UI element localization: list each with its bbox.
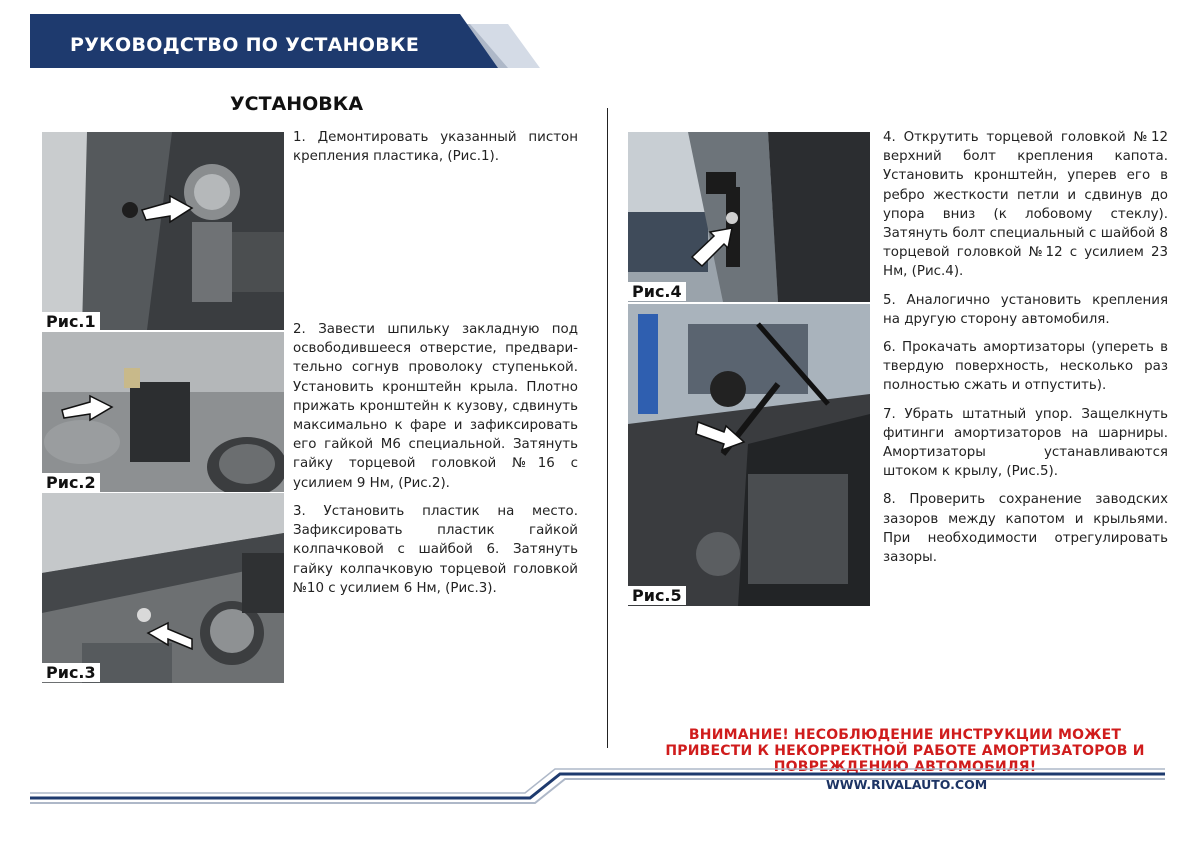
warning-text: ВНИМАНИЕ! НЕСОБЛЮДЕНИЕ ИНСТРУКЦИИ МОЖЕТ ПРИВЕСТИ К НЕКОРРЕКТНОЙ РАБОТЕ АМОРТИЗАТОРОВ И ПОВРЕЖДЕНИЮ АВТОМОБИЛЯ! xyxy=(665,727,1145,775)
step-2-text: 2. Завести шпильку закладную под освободившееся отверстие, предвари-тельно согнув проволоку ступенькой. Установить кронштейн крыла. Плотно прижать кронштейн к кузову, сдвинуть максимально к фаре и зафиксировать его гайкой М6 специальной. Затянуть гайку торцевой головкой №16 с усилием 9 Нм, (Рис.2). xyxy=(293,322,578,491)
step-8-text: 8. Проверить сохранение заводских зазоров между капотом и крыльями. При необходимости отрегулировать зазоры. xyxy=(883,492,1168,566)
step-3-text: 3. Установить пластик на место. Зафиксировать пластик гайкой колпачковой с шайбой 6. Затянуть гайку колпачковую торцевой головкой №10 с усилием 6 Нм, (Рис.3). xyxy=(293,504,578,596)
step-5-text: 5. Аналогично установить крепления на другую сторону автомобиля. xyxy=(883,292,1168,327)
figure-2-label: Рис.2 xyxy=(42,473,100,492)
column-divider xyxy=(607,108,608,748)
figure-5-photo xyxy=(628,304,870,606)
figure-4-label: Рис.4 xyxy=(628,282,686,301)
step-4-text: 4. Открутить торцевой головкой №12 верхний болт крепления капота. Установить кронштейн, уперев его в ребро жесткости петли и сдвинув до упора вниз (к лобовому стеклу). Затянуть болт специальный с шайбой 8 торцевой головкой №12 с усилием 23 Нм, (Рис.4). xyxy=(883,130,1168,280)
figure-5-label: Рис.5 xyxy=(628,586,686,605)
figure-4-photo xyxy=(628,132,870,302)
footer-lines xyxy=(30,768,1165,808)
step-6-text: 6. Прокачать амортизаторы (упереть в твердую поверхность, несколько раз полностью сжать и отпустить). xyxy=(883,340,1168,394)
figure-1-label: Рис.1 xyxy=(42,312,100,331)
figure-3-photo xyxy=(42,493,284,683)
section-title: УСТАНОВКА xyxy=(230,93,364,115)
website-link[interactable]: WWW.RIVALAUTO.COM xyxy=(826,777,988,792)
step-1-text: 1. Демонтировать указанный пистон крепления пластика, (Рис.1). xyxy=(293,130,578,165)
right-steps xyxy=(883,128,1168,576)
figure-3-label: Рис.3 xyxy=(42,663,100,682)
step-7-text: 7. Убрать штатный упор. Защелкнуть фитинги амортизаторов на шарниры. Амортизаторы устанавливаются штоком к крылу, (Рис.5). xyxy=(883,406,1168,480)
figure-1-photo xyxy=(42,132,284,330)
page-header-title: РУКОВОДСТВО ПО УСТАНОВКЕ xyxy=(70,34,420,56)
figure-2-photo xyxy=(42,332,284,492)
